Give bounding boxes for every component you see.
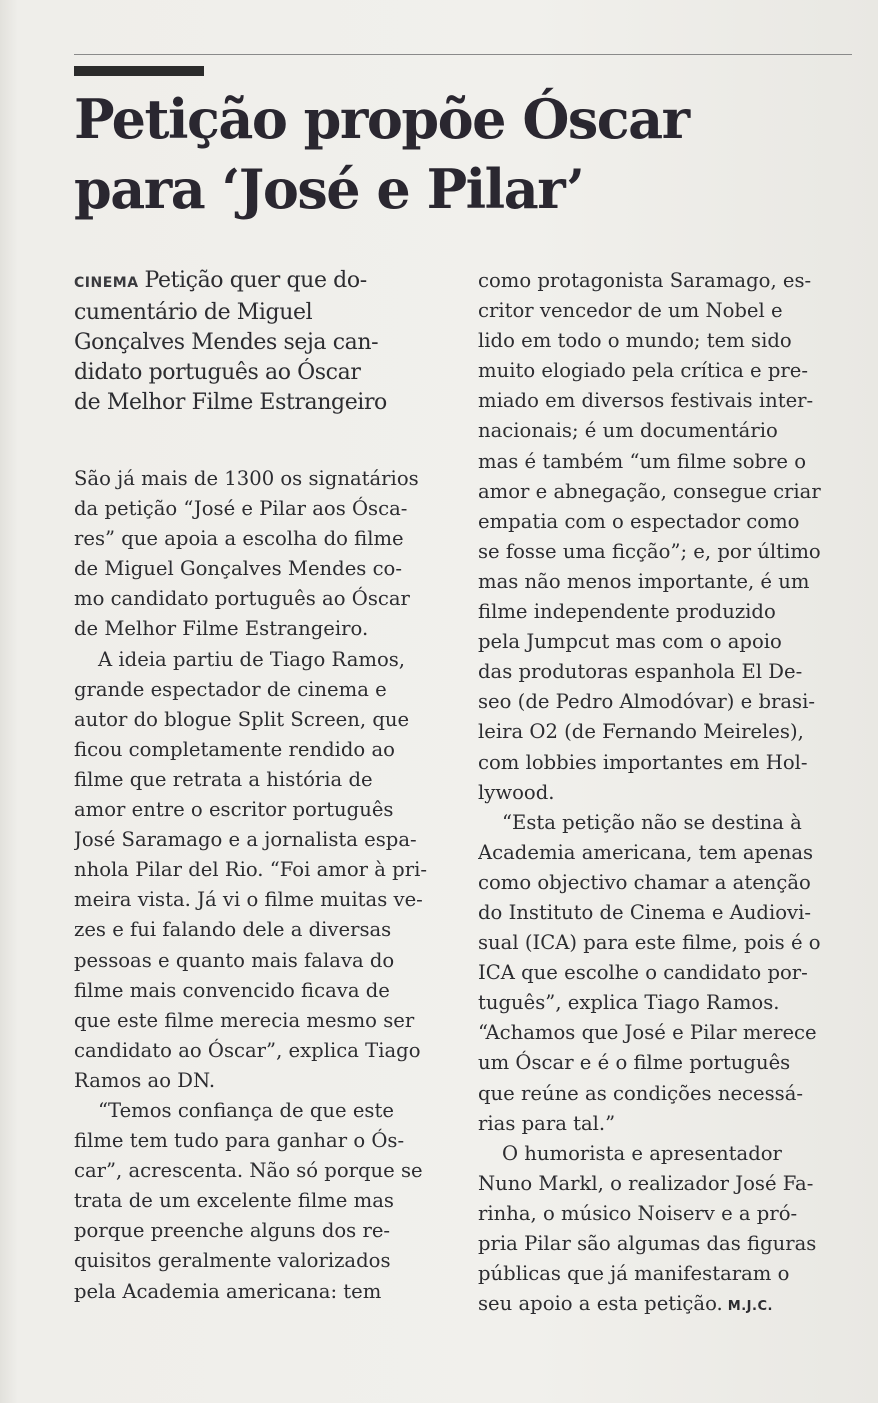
body-line: pessoas e quanto mais falava do xyxy=(74,948,395,972)
body-line: com lobbies importantes em Hol- xyxy=(478,750,808,774)
body-line: “Achamos que José e Pilar merece xyxy=(478,1021,817,1045)
body-line: critor vencedor de um Nobel e xyxy=(478,299,783,323)
body-line: pela Jumpcut mas com o apoio xyxy=(478,630,782,654)
body-line: Nuno Markl, o realizador José Fa- xyxy=(478,1171,814,1195)
body-line: sual (ICA) para este filme, pois é o xyxy=(478,931,821,955)
body-line: mas é também “um filme sobre o xyxy=(478,449,807,473)
body-line: lido em todo o mundo; tem sido xyxy=(478,329,792,353)
lead-line: didato português ao Óscar xyxy=(74,360,361,385)
body-line: pria Pilar são algumas das figuras xyxy=(478,1232,817,1255)
body-line: leira O2 (de Fernando Meireles), xyxy=(478,720,804,744)
body-line: amor entre o escritor português xyxy=(74,798,394,822)
body-line: rias para tal.” xyxy=(478,1111,616,1135)
body-line: autor do blogue Split Screen, que xyxy=(74,707,410,731)
body-line: quisitos geralmente valorizados xyxy=(74,1249,391,1273)
lead-line: CINEMA Petição quer que do- xyxy=(74,268,367,293)
body-line: do Instituto de Cinema e Audiovi- xyxy=(478,900,811,924)
headline-line: para ‘José e Pilar’ xyxy=(74,157,584,221)
body-line: filme mais convencido ficava de xyxy=(74,978,390,1002)
body-line: filme tem tudo para ganhar o Ós- xyxy=(74,1129,405,1153)
body-line: zes e fui falando dele a diversas xyxy=(74,918,392,942)
headline xyxy=(74,84,854,224)
body-line: ficou completamente rendido ao xyxy=(74,737,395,761)
body-line: res” que apoia a escolha do filme xyxy=(74,527,404,551)
body-line: “Temos confiança de que este xyxy=(98,1098,394,1122)
body-line: candidato ao Óscar”, explica Tiago xyxy=(74,1038,421,1062)
body-line: porque preenche alguns dos re- xyxy=(74,1219,391,1243)
body-line: São já mais de 1300 os signatários xyxy=(74,467,419,490)
lead-paragraph xyxy=(74,266,450,418)
body-line: lywood. xyxy=(478,780,555,804)
body-line: de Melhor Filme Estrangeiro. xyxy=(74,617,369,641)
body-line: trata de um excelente filme mas xyxy=(74,1189,394,1213)
body-line: das produtoras espanhola El De- xyxy=(478,660,803,684)
body-line: filme que retrata a história de xyxy=(74,767,373,791)
body-line: A ideia partiu de Tiago Ramos, xyxy=(98,647,406,671)
headline-line: Petição propõe Óscar xyxy=(74,87,689,151)
body-line: José Saramago e a jornalista espa- xyxy=(74,828,417,852)
body-line: car”, acrescenta. Não só porque se xyxy=(74,1159,423,1183)
left-body xyxy=(74,464,450,1307)
top-rule xyxy=(74,54,852,55)
body-line: O humorista e apresentador xyxy=(502,1141,782,1165)
body-line: amor e abnegação, consegue criar xyxy=(478,479,821,503)
body-line: empatia com o espectador como xyxy=(478,509,800,533)
body-line: que este filme merecia mesmo ser xyxy=(74,1008,415,1032)
body-line: Academia americana, tem apenas xyxy=(478,840,814,864)
right-column xyxy=(478,266,854,1322)
body-line: Ramos ao DN. xyxy=(74,1068,216,1092)
body-line: meira vista. Já vi o filme muitas ve- xyxy=(74,888,423,912)
body-line: da petição “José e Pilar aos Ósca- xyxy=(74,497,408,521)
body-line: ICA que escolhe o candidato por- xyxy=(478,961,808,985)
body-line: que reúne as condições necessá- xyxy=(478,1081,804,1105)
body-line: um Óscar e é o filme português xyxy=(478,1051,791,1075)
body-line: pela Academia americana: tem xyxy=(74,1279,382,1303)
body-line: como protagonista Saramago, es- xyxy=(478,269,812,292)
body-line: se fosse uma ficção”; e, por último xyxy=(478,539,821,563)
right-body xyxy=(478,266,854,1322)
body-line: miado em diversos festivais inter- xyxy=(478,389,814,413)
body-line: rinha, o músico Noiserv e a pró- xyxy=(478,1201,798,1225)
lead-line: Gonçalves Mendes seja can- xyxy=(74,330,379,355)
body-line: mo candidato português ao Óscar xyxy=(74,587,410,611)
body-line: públicas que já manifestaram o xyxy=(478,1262,790,1286)
body-line: seo (de Pedro Almodóvar) e brasi- xyxy=(478,690,815,714)
body-line: nacionais; é um documentário xyxy=(478,419,778,443)
body-line: “Esta petição não se destina à xyxy=(502,810,802,834)
body-line: filme independente produzido xyxy=(478,600,776,624)
body-line: tuguês”, explica Tiago Ramos. xyxy=(478,991,780,1015)
left-column xyxy=(74,266,450,1307)
section-bar xyxy=(74,66,204,76)
body-line: grande espectador de cinema e xyxy=(74,677,387,701)
body-line: muito elogiado pela crítica e pre- xyxy=(478,359,808,383)
author-signature: M.J.C. xyxy=(722,1299,773,1315)
lead-line: de Melhor Filme Estrangeiro xyxy=(74,390,387,415)
body-line: nhola Pilar del Rio. “Foi amor à pri- xyxy=(74,858,427,882)
body-line: seu apoio a esta petição. M.J.C. xyxy=(478,1292,773,1316)
kicker: CINEMA xyxy=(74,275,139,291)
body-line: como objectivo chamar a atenção xyxy=(478,870,811,894)
lead-line: cumentário de Miguel xyxy=(74,300,313,325)
body-line: mas não menos importante, é um xyxy=(478,569,810,593)
body-line: de Miguel Gonçalves Mendes co- xyxy=(74,557,402,581)
